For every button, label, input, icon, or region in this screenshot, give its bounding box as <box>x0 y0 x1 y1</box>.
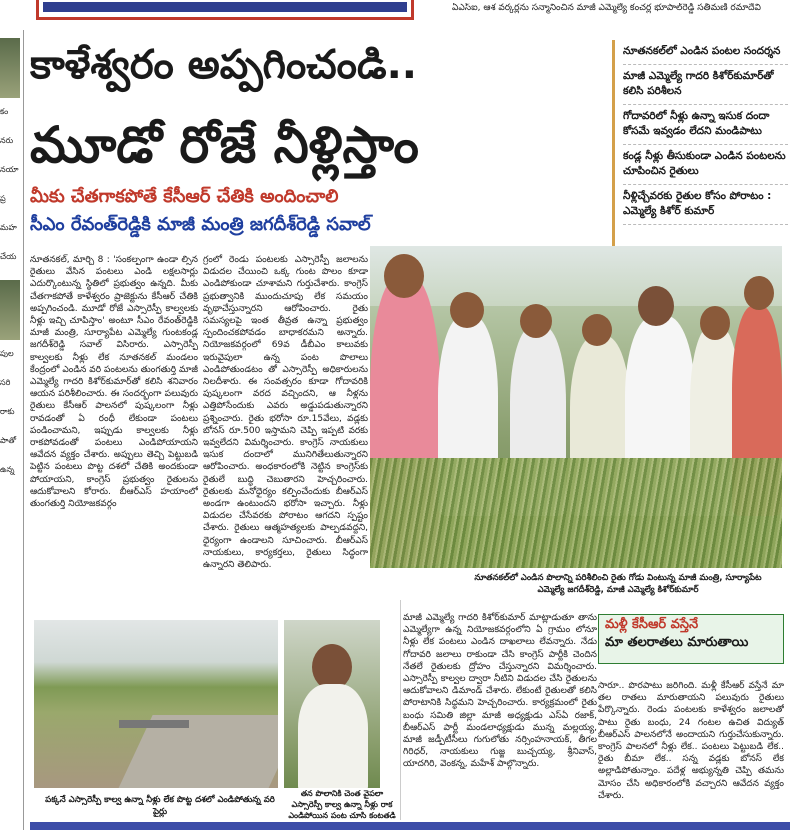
paddy-crop <box>370 458 782 568</box>
main-photo-caption: నూతనకల్‌లో ఎండిన పొలాన్ని పరిశీలించి రైతు గోడు వింటున్న మాజీ మంత్రి, సూర్యాపేట ఎమ్మెల్యే జగదీశ్‌రెడ్డి, మాజీ ఎమ్మెల్యే కిశోర్‌కుమార్‌ <box>474 573 762 595</box>
person-head <box>700 306 730 340</box>
bottom-color-bar <box>30 822 790 830</box>
left-cropped-photo <box>0 280 20 340</box>
column-divider <box>400 600 401 820</box>
top-news-snippet: ఏఎస్‌ఐ, ఆశ వర్కర్లను సన్మానించిన మాజీ ఎమ్మెల్యే కంచర్ల భూపాల్‌రెడ్డి సతీమణి రమాదేవి <box>452 3 761 13</box>
person-head <box>638 286 674 326</box>
left-text: నయా <box>0 165 19 174</box>
farmer-photo-caption: తన పొలానికి చెంత వైపలా ఎస్సారెస్పీ కాల్వ ఉన్నా నీళ్లు రాక ఎండిపోయిన పంట చూసి కంటతడి <box>288 789 396 820</box>
highlight-item: గోదావరిలో నీళ్లు ఉన్నా ఇసుక దందా కోసమే ఇవ్వడం లేదని మండిపాటు <box>623 105 788 145</box>
left-cropped-column <box>0 30 24 830</box>
article-column-3: మాజీ ఎమ్మెల్యే గాదరి కిశోర్‌కుమార్‌ మాట్లాడుతూ తాను ఎమ్మెల్యేగా ఉన్న నియోజకవర్గంలోని ఏ గ్రామం లోనూ నీళ్లు లేక పంటలు ఎండిన దాఖలాలు లేవన్నారు. నేడు గోదావరి జలాలు రాకుండా చేసి కాంగ్రెస్‌ పార్టీకి చెందిన నేతలే రైతులకు ద్రోహం చేస్తున్నారని విమర్శించారు. ఎస్సారెస్పీ కాల్వల ద్వారా నీటిని విడుదల చేసి రైతులను ఆదుకోవాలని డిమాండ్‌ చేశారు. లేకుంటే రైతులతో కలిసి పోరాటానికి సిద్ధమని హెచ్చరించారు. కార్యక్రమంలో రైతు బంధు సమితి జిల్లా మాజీ అధ్యక్షుడు ఎస్‌ఏ రజాక్‌, బీఆర్‌ఎస్‌ పార్టీ మండలాధ్యక్షుడు మున్న మల్లయ్య, మాజీ జడ్పీటీసీలు గుగులోతు నర్సింహనాయక్‌, తీగల గిరిధర్‌, నాయకులు గుజ్జ బుచ్చయ్య, శ్రీనివాస్‌, యాదగిరి, వెంకన్న, మహేశ్‌ పాల్గొన్నారు. <box>403 613 597 770</box>
farmer-photo <box>284 620 380 788</box>
person-head <box>582 314 612 346</box>
left-text: ఉన్న <box>0 465 15 474</box>
canal-photo <box>34 620 278 788</box>
subheadline-1: మీకు చేతగాకపోతే కేసీఆర్‌ చేతికి అందించాలి <box>30 186 339 207</box>
masthead-bar <box>43 2 407 12</box>
photo-sky <box>370 246 782 306</box>
highlight-item: నీళ్లిచ్చేవరకు రైతుల కోసం పోరాటం : ఎమ్మెల్యే కిశోర్‌ కుమార్‌ <box>623 185 788 225</box>
left-text: ప్ర <box>0 194 6 203</box>
left-text: నరు <box>0 136 14 145</box>
boxed-title-black: మా తలరాతలు మారుతాయి <box>605 635 749 650</box>
person-head <box>384 254 424 298</box>
canal-structure <box>119 720 189 728</box>
article-column-2: గ్రంలో రెండు పంటలకు ఎస్సారెస్పీ జలాలను విడుదల చేయించి ఒక్క గుంట పొలం కూడా ఎండిపోకుండా చూశామని గుర్తుచేశారు. కాంగ్రెస్‌ ప్రభుత్వానికి ముందుచూపు లేక సమయం వృథాచేస్తున్నారని ఆరోపించారు. రైతు సమస్యలపై ఇంత తీవ్రత ఉన్నా ప్రభుత్వం స్పందించకపోవడం బాధాకరమని అన్నారు. నియోజకవర్గంలో 69వ డీబీఎం కాలువకు ఇరువైపులా ఉన్న పంట పొలాలు ఎండిపోతుండటం తో ఎస్సారెస్పీ అధికారులను నిలదీశారు. ఈ సంవత్సరం కూడా గోదావరికి పుష్కలంగా వరద వచ్చిందని, ఆ నీళ్లను ఎత్తిపోసేందుకు ఎవరు అడ్డుపడుతున్నారని ప్రశ్నించారు. రైతు భరోసా రూ.15వేలు, వడ్లకు బోనస్‌ రూ.500 ఇస్తామని చెప్పి ఇప్పటి వరకు ఇవ్వలేదని విమర్శించారు. కాంగ్రెస్‌ నాయకులు ఇసుక దందాలో మునిగితేలుతున్నారని ఆరోపించారు. అంధకారంలోకి నెట్టిన కాంగ్రెస్‌కు రైతులే బుద్ధి చెబుతారని హెచ్చరించారు. రైతులకు మనోధైర్యం కల్పించేందుకు బీఆర్‌ఎస్‌ అండగా ఉంటుందని భరోసా ఇచ్చారు. నీళ్లు విడుదల చేసేవరకు పోరాటం ఆగదని స్పష్టం చేశారు. రైతులు ఆత్మహత్యలకు పాల్పడవద్దని, ధైర్యంగా ఉండాలని సూచించారు. బీఆర్‌ఎస్‌ నాయకులు, కార్యకర్తలు, రైతులు సిద్ధంగా ఉన్నారని తెలిపారు. <box>203 255 368 571</box>
article-column-1: నూతనకల్‌, మార్చి 8 : 'సంకల్పంగా ఉండా ల్సిన రైతులు వేసిన పంటలు ఎండి లక్షలసార్లు ఎదుర్కొంటున్న స్థితిలో ప్రభుత్వం ఉన్నది. మీకు చేతగాకపోతే కాళేశ్వరం ప్రాజెక్టును కేసీఆర్‌ చేతికి అప్పగించండి. మూడో రోజే ఎస్సారెస్పీ కాల్వలకు నీళ్లు ఇచ్చి చూపిస్తాం' అంటూ సీఎం రేవంత్‌రెడ్డికి మాజీ మంత్రి, సూర్యాపేట ఎమ్మెల్యే గుంటకండ్ల జగదీశ్‌రెడ్డి సవాల్‌ విసిరారు. ఎస్సారెస్పీ కాల్వలకు నీళ్లు లేక నూతనకల్‌ మండలం కేంద్రంలో ఎండిన వరి పంటలను తుంగతుర్తి మాజీ ఎమ్మెల్యే గాదరి కిశోర్‌కుమార్‌తో కలిసి శనివారం ఆయన పరిశీలించారు. ఈ సందర్భంగా పలువురు రైతులు కేసీఆర్‌ పాలనలో పుష్కలంగా నీళ్లు రావడంతో ఏ రంధీ లేకుండా పంటలు పండించామని, ఇప్పుడు కాల్వలకు నీళ్లు రాకపోవడంతో పంటలు ఎండిపోయాయని ఆవేదన వ్యక్తం చేశారు. అప్పులు తెచ్చి పెట్టుబడి పెట్టిన పంటలు పొట్ట దశలో చేతికి అందకుండా పోయాయని, కాంగ్రెస్‌ ప్రభుత్వం రైతులను ఆదుకోవాలని కోరారు. బీఆర్‌ఎస్‌ హయాంలో తుంగతుర్తి నియోజకవర్గం <box>30 255 198 510</box>
left-text: మహ <box>0 223 17 232</box>
top-strip <box>0 0 800 22</box>
highlight-item: మాజీ ఎమ్మెల్యే గాదరి కిశోర్‌కుమార్‌తో కలిసి పరిశీలన <box>623 65 788 105</box>
boxed-story-body: సారూ.. పొరపాటు జరిగింది. మళ్లీ కేసీఆర్‌ వస్తేనే మా తల రాతలు మారుతాయని పలువురు రైతులు పేర్కొన్నారు. రెండు పంటలకు కాళేశ్వరం జలాలతో పాటు రైతు బంధు, 24 గంటల ఉచిత విద్యుత్‌ బీఆర్‌ఎస్‌ పాలనలోనే అందాయని గుర్తుచేసుకున్నారు. కాంగ్రెస్‌ పాలనలో నీళ్లు లేక.. పంటలు పెట్టుబడి లేక.. రైతు బీమా లేక.. సన్న వడ్లకు బోనస్‌ లేక అల్లాడిపోతున్నాం. పదేళ్ల అభ్యున్నతి చెప్పి తమను మోసం చేసి అధికారంలోకి వచ్చారని ఆవేదన వ్యక్తం చేశారు. <box>598 681 784 801</box>
canal-photo-caption: పక్కనే ఎస్సారెస్పీ కాల్వ ఉన్నా నీళ్లు లేక పొట్ట దశలో ఎండిపోతున్న వరి పైర్లు <box>45 795 275 817</box>
headline-line-1: కాళేశ్వరం అప్పగించండి.. <box>30 42 417 88</box>
left-text: పాతో <box>0 436 17 445</box>
person-head <box>744 276 774 310</box>
highlight-item: కండ్ల నీళ్లు తీసుకుండా ఎండిన పంటలను చూపించిన రైతులు <box>623 145 788 185</box>
highlights-sidebar <box>612 40 788 258</box>
farmer-figure <box>298 684 368 788</box>
left-cropped-photo <box>0 38 20 98</box>
masthead-frame <box>36 0 414 20</box>
subheadline-2: సీఎం రేవంత్‌రెడ్డికి మాజీ మంత్రి జగదీశ్‌రెడ్డి సవాల్‌ <box>30 214 371 235</box>
left-text: చేయ <box>0 252 17 261</box>
left-text: రాకు <box>0 407 15 416</box>
left-text: కం <box>0 107 9 116</box>
headline-line-2: మూడో రోజే నీళ్లిస్తాం <box>30 116 419 174</box>
boxed-title-red: మళ్లీ కేసీఆర్‌ వస్తేనే <box>605 617 699 632</box>
left-text: సరి <box>0 378 11 387</box>
left-text: పుల <box>0 349 14 358</box>
highlight-item: నూతనకల్‌లో ఎండిన పంటల సందర్శన <box>623 40 788 65</box>
main-photo <box>370 246 782 568</box>
person-head <box>450 292 484 328</box>
boxed-story-heading <box>598 614 784 664</box>
person-head <box>520 304 552 338</box>
